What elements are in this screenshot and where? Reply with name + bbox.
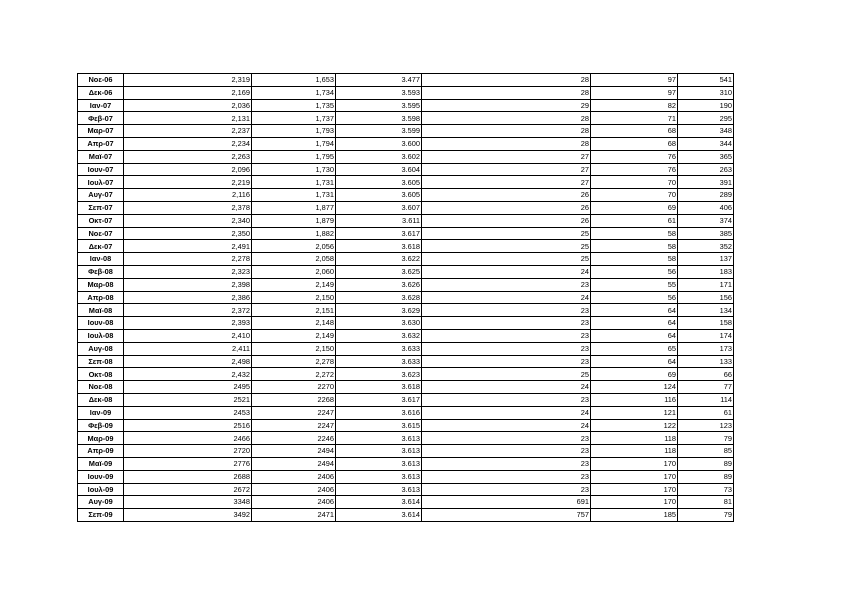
value-cell-3: 3.613	[336, 432, 422, 445]
value-cell-1: 2516	[124, 419, 252, 432]
value-cell-3: 3.604	[336, 163, 422, 176]
value-cell-1: 2,036	[124, 99, 252, 112]
value-cell-1: 2,340	[124, 214, 252, 227]
value-cell-6: 310	[678, 86, 734, 99]
value-cell-4: 27	[422, 150, 591, 163]
value-cell-1: 2,350	[124, 227, 252, 240]
value-cell-5: 170	[591, 470, 678, 483]
table-row	[78, 432, 734, 445]
value-cell-3: 3.602	[336, 150, 422, 163]
value-cell-5: 58	[591, 227, 678, 240]
value-cell-3: 3.613	[336, 483, 422, 496]
value-cell-1: 2,219	[124, 176, 252, 189]
table-row	[78, 381, 734, 394]
value-cell-5: 170	[591, 483, 678, 496]
value-cell-4: 27	[422, 176, 591, 189]
value-cell-1: 2,372	[124, 304, 252, 317]
value-cell-3: 3.599	[336, 125, 422, 138]
value-cell-3: 3.607	[336, 201, 422, 214]
value-cell-3: 3.477	[336, 74, 422, 87]
value-cell-6: 352	[678, 240, 734, 253]
value-cell-1: 2,263	[124, 150, 252, 163]
value-cell-1: 2688	[124, 470, 252, 483]
month-cell: Μαρ-07	[78, 125, 124, 138]
value-cell-4: 23	[422, 483, 591, 496]
value-cell-3: 3.600	[336, 137, 422, 150]
value-cell-1: 2,169	[124, 86, 252, 99]
value-cell-2: 2,150	[252, 342, 336, 355]
value-cell-5: 69	[591, 368, 678, 381]
value-cell-4: 25	[422, 227, 591, 240]
table-row	[78, 150, 734, 163]
value-cell-2: 2,272	[252, 368, 336, 381]
value-cell-3: 3.632	[336, 329, 422, 342]
table-row	[78, 176, 734, 189]
value-cell-4: 28	[422, 125, 591, 138]
value-cell-3: 3.611	[336, 214, 422, 227]
value-cell-3: 3.633	[336, 342, 422, 355]
value-cell-4: 24	[422, 291, 591, 304]
value-cell-6: 79	[678, 509, 734, 522]
value-cell-5: 76	[591, 163, 678, 176]
value-cell-1: 2495	[124, 381, 252, 394]
month-cell: Μαρ-09	[78, 432, 124, 445]
data-table	[77, 73, 734, 522]
value-cell-1: 2776	[124, 457, 252, 470]
value-cell-4: 23	[422, 445, 591, 458]
table-row	[78, 342, 734, 355]
table-body	[78, 74, 734, 522]
value-cell-4: 28	[422, 137, 591, 150]
month-cell: Οκτ-07	[78, 214, 124, 227]
value-cell-2: 1,794	[252, 137, 336, 150]
value-cell-4: 26	[422, 214, 591, 227]
value-cell-4: 24	[422, 406, 591, 419]
value-cell-1: 2453	[124, 406, 252, 419]
table-row	[78, 393, 734, 406]
value-cell-5: 185	[591, 509, 678, 522]
value-cell-3: 3.598	[336, 112, 422, 125]
value-cell-1: 2,398	[124, 278, 252, 291]
value-cell-4: 757	[422, 509, 591, 522]
value-cell-6: 79	[678, 432, 734, 445]
value-cell-4: 28	[422, 74, 591, 87]
value-cell-3: 3.628	[336, 291, 422, 304]
month-cell: Φεβ-08	[78, 265, 124, 278]
table-row	[78, 355, 734, 368]
value-cell-6: 66	[678, 368, 734, 381]
table-row	[78, 86, 734, 99]
value-cell-1: 2,498	[124, 355, 252, 368]
value-cell-4: 23	[422, 457, 591, 470]
value-cell-3: 3.617	[336, 227, 422, 240]
value-cell-6: 171	[678, 278, 734, 291]
value-cell-6: 73	[678, 483, 734, 496]
value-cell-6: 365	[678, 150, 734, 163]
month-cell: Απρ-09	[78, 445, 124, 458]
value-cell-6: 89	[678, 457, 734, 470]
value-cell-4: 24	[422, 381, 591, 394]
value-cell-6: 85	[678, 445, 734, 458]
value-cell-6: 541	[678, 74, 734, 87]
value-cell-4: 24	[422, 419, 591, 432]
value-cell-4: 28	[422, 112, 591, 125]
value-cell-2: 2471	[252, 509, 336, 522]
value-cell-5: 56	[591, 265, 678, 278]
value-cell-2: 2270	[252, 381, 336, 394]
value-cell-2: 1,877	[252, 201, 336, 214]
table-row	[78, 483, 734, 496]
table-row	[78, 457, 734, 470]
value-cell-3: 3.625	[336, 265, 422, 278]
value-cell-3: 3.618	[336, 381, 422, 394]
value-cell-2: 1,795	[252, 150, 336, 163]
value-cell-3: 3.630	[336, 317, 422, 330]
value-cell-6: 156	[678, 291, 734, 304]
table-row	[78, 304, 734, 317]
value-cell-6: 174	[678, 329, 734, 342]
value-cell-5: 76	[591, 150, 678, 163]
value-cell-3: 3.614	[336, 509, 422, 522]
value-cell-6: 190	[678, 99, 734, 112]
month-cell: Φεβ-07	[78, 112, 124, 125]
value-cell-2: 2,150	[252, 291, 336, 304]
value-cell-3: 3.629	[336, 304, 422, 317]
value-cell-3: 3.626	[336, 278, 422, 291]
value-cell-2: 1,882	[252, 227, 336, 240]
value-cell-1: 2,237	[124, 125, 252, 138]
value-cell-2: 2268	[252, 393, 336, 406]
value-cell-3: 3.614	[336, 496, 422, 509]
value-cell-4: 691	[422, 496, 591, 509]
value-cell-5: 56	[591, 291, 678, 304]
value-cell-1: 2,378	[124, 201, 252, 214]
value-cell-4: 26	[422, 201, 591, 214]
value-cell-4: 23	[422, 329, 591, 342]
value-cell-5: 58	[591, 253, 678, 266]
value-cell-6: 137	[678, 253, 734, 266]
table-row	[78, 265, 734, 278]
value-cell-4: 23	[422, 342, 591, 355]
value-cell-6: 385	[678, 227, 734, 240]
month-cell: Νοε-07	[78, 227, 124, 240]
value-cell-6: 81	[678, 496, 734, 509]
table-row	[78, 112, 734, 125]
value-cell-3: 3.605	[336, 176, 422, 189]
table-row	[78, 368, 734, 381]
month-cell: Σεπ-09	[78, 509, 124, 522]
value-cell-3: 3.633	[336, 355, 422, 368]
value-cell-1: 2,319	[124, 74, 252, 87]
table-row	[78, 137, 734, 150]
value-cell-2: 2247	[252, 406, 336, 419]
value-cell-2: 1,731	[252, 189, 336, 202]
value-cell-6: 77	[678, 381, 734, 394]
value-cell-5: 61	[591, 214, 678, 227]
value-cell-5: 64	[591, 329, 678, 342]
month-cell: Αυγ-09	[78, 496, 124, 509]
table-row	[78, 509, 734, 522]
value-cell-1: 2720	[124, 445, 252, 458]
month-cell: Ιαν-09	[78, 406, 124, 419]
month-cell: Δεκ-08	[78, 393, 124, 406]
value-cell-4: 23	[422, 304, 591, 317]
table-row	[78, 445, 734, 458]
value-cell-5: 65	[591, 342, 678, 355]
value-cell-5: 55	[591, 278, 678, 291]
value-cell-1: 2,410	[124, 329, 252, 342]
month-cell: Ιουν-09	[78, 470, 124, 483]
month-cell: Αυγ-08	[78, 342, 124, 355]
value-cell-3: 3.613	[336, 470, 422, 483]
value-cell-5: 118	[591, 445, 678, 458]
value-cell-5: 170	[591, 457, 678, 470]
table-row	[78, 470, 734, 483]
value-cell-1: 2466	[124, 432, 252, 445]
value-cell-6: 263	[678, 163, 734, 176]
table-row	[78, 227, 734, 240]
month-cell: Οκτ-08	[78, 368, 124, 381]
value-cell-1: 2,491	[124, 240, 252, 253]
value-cell-3: 3.605	[336, 189, 422, 202]
value-cell-5: 122	[591, 419, 678, 432]
value-cell-1: 3492	[124, 509, 252, 522]
value-cell-5: 70	[591, 176, 678, 189]
value-cell-5: 58	[591, 240, 678, 253]
table-row	[78, 253, 734, 266]
value-cell-2: 1,737	[252, 112, 336, 125]
value-cell-6: 89	[678, 470, 734, 483]
value-cell-2: 1,793	[252, 125, 336, 138]
value-cell-5: 64	[591, 317, 678, 330]
month-cell: Ιουν-07	[78, 163, 124, 176]
table-row	[78, 189, 734, 202]
value-cell-2: 2494	[252, 445, 336, 458]
table-row	[78, 214, 734, 227]
month-cell: Ιουλ-08	[78, 329, 124, 342]
value-cell-4: 24	[422, 265, 591, 278]
value-cell-3: 3.593	[336, 86, 422, 99]
month-cell: Ιαν-08	[78, 253, 124, 266]
value-cell-6: 134	[678, 304, 734, 317]
value-cell-2: 2,149	[252, 278, 336, 291]
value-cell-2: 1,730	[252, 163, 336, 176]
value-cell-5: 121	[591, 406, 678, 419]
month-cell: Αυγ-07	[78, 189, 124, 202]
value-cell-4: 28	[422, 86, 591, 99]
month-cell: Νοε-08	[78, 381, 124, 394]
value-cell-1: 2,411	[124, 342, 252, 355]
value-cell-5: 71	[591, 112, 678, 125]
month-cell: Μαϊ-07	[78, 150, 124, 163]
value-cell-2: 2246	[252, 432, 336, 445]
value-cell-5: 68	[591, 137, 678, 150]
value-cell-5: 69	[591, 201, 678, 214]
value-cell-1: 2,234	[124, 137, 252, 150]
table-row	[78, 163, 734, 176]
table-row	[78, 406, 734, 419]
value-cell-2: 2406	[252, 483, 336, 496]
value-cell-2: 1,735	[252, 99, 336, 112]
value-cell-4: 23	[422, 470, 591, 483]
value-cell-6: 374	[678, 214, 734, 227]
value-cell-1: 2,393	[124, 317, 252, 330]
value-cell-6: 61	[678, 406, 734, 419]
value-cell-1: 2521	[124, 393, 252, 406]
value-cell-4: 23	[422, 355, 591, 368]
value-cell-4: 23	[422, 278, 591, 291]
value-cell-1: 2,278	[124, 253, 252, 266]
value-cell-5: 64	[591, 304, 678, 317]
value-cell-2: 1,879	[252, 214, 336, 227]
value-cell-2: 2,149	[252, 329, 336, 342]
value-cell-4: 23	[422, 317, 591, 330]
value-cell-2: 1,734	[252, 86, 336, 99]
month-cell: Μαρ-08	[78, 278, 124, 291]
table-row	[78, 496, 734, 509]
value-cell-5: 124	[591, 381, 678, 394]
value-cell-4: 26	[422, 189, 591, 202]
value-cell-3: 3.616	[336, 406, 422, 419]
table-row	[78, 278, 734, 291]
month-cell: Μαϊ-09	[78, 457, 124, 470]
value-cell-6: 123	[678, 419, 734, 432]
value-cell-4: 23	[422, 393, 591, 406]
value-cell-4: 25	[422, 368, 591, 381]
value-cell-2: 2,060	[252, 265, 336, 278]
value-cell-1: 2,386	[124, 291, 252, 304]
value-cell-4: 23	[422, 432, 591, 445]
value-cell-6: 173	[678, 342, 734, 355]
table-row	[78, 240, 734, 253]
value-cell-5: 97	[591, 74, 678, 87]
value-cell-5: 70	[591, 189, 678, 202]
value-cell-1: 3348	[124, 496, 252, 509]
table-row	[78, 317, 734, 330]
value-cell-4: 25	[422, 240, 591, 253]
month-cell: Απρ-07	[78, 137, 124, 150]
value-cell-1: 2,116	[124, 189, 252, 202]
value-cell-2: 2,151	[252, 304, 336, 317]
table-row	[78, 74, 734, 87]
month-cell: Ιουλ-09	[78, 483, 124, 496]
value-cell-6: 295	[678, 112, 734, 125]
value-cell-3: 3.623	[336, 368, 422, 381]
table-row	[78, 419, 734, 432]
value-cell-2: 2494	[252, 457, 336, 470]
value-cell-5: 68	[591, 125, 678, 138]
value-cell-1: 2,323	[124, 265, 252, 278]
value-cell-3: 3.617	[336, 393, 422, 406]
value-cell-6: 133	[678, 355, 734, 368]
value-cell-2: 2406	[252, 470, 336, 483]
value-cell-4: 27	[422, 163, 591, 176]
value-cell-3: 3.595	[336, 99, 422, 112]
value-cell-5: 64	[591, 355, 678, 368]
month-cell: Ιουλ-07	[78, 176, 124, 189]
table-row	[78, 125, 734, 138]
month-cell: Μαϊ-08	[78, 304, 124, 317]
value-cell-5: 170	[591, 496, 678, 509]
month-cell: Φεβ-09	[78, 419, 124, 432]
value-cell-6: 114	[678, 393, 734, 406]
value-cell-3: 3.615	[336, 419, 422, 432]
month-cell: Δεκ-07	[78, 240, 124, 253]
month-cell: Απρ-08	[78, 291, 124, 304]
value-cell-3: 3.613	[336, 445, 422, 458]
table-row	[78, 291, 734, 304]
value-cell-2: 2406	[252, 496, 336, 509]
month-cell: Ιουν-08	[78, 317, 124, 330]
value-cell-1: 2,131	[124, 112, 252, 125]
month-cell: Σεπ-08	[78, 355, 124, 368]
value-cell-6: 183	[678, 265, 734, 278]
value-cell-1: 2,096	[124, 163, 252, 176]
month-cell: Σεπ-07	[78, 201, 124, 214]
value-cell-5: 82	[591, 99, 678, 112]
value-cell-4: 29	[422, 99, 591, 112]
value-cell-2: 2247	[252, 419, 336, 432]
value-cell-3: 3.622	[336, 253, 422, 266]
value-cell-4: 25	[422, 253, 591, 266]
value-cell-1: 2672	[124, 483, 252, 496]
value-cell-2: 2,058	[252, 253, 336, 266]
value-cell-2: 2,278	[252, 355, 336, 368]
table-row	[78, 99, 734, 112]
value-cell-6: 391	[678, 176, 734, 189]
value-cell-2: 1,731	[252, 176, 336, 189]
value-cell-2: 1,653	[252, 74, 336, 87]
value-cell-6: 344	[678, 137, 734, 150]
table-row	[78, 201, 734, 214]
value-cell-5: 116	[591, 393, 678, 406]
month-cell: Ιαν-07	[78, 99, 124, 112]
value-cell-1: 2,432	[124, 368, 252, 381]
value-cell-6: 406	[678, 201, 734, 214]
month-cell: Νοε-06	[78, 74, 124, 87]
value-cell-6: 348	[678, 125, 734, 138]
value-cell-5: 97	[591, 86, 678, 99]
month-cell: Δεκ-06	[78, 86, 124, 99]
value-cell-2: 2,148	[252, 317, 336, 330]
value-cell-6: 289	[678, 189, 734, 202]
value-cell-6: 158	[678, 317, 734, 330]
value-cell-2: 2,056	[252, 240, 336, 253]
value-cell-3: 3.613	[336, 457, 422, 470]
value-cell-3: 3.618	[336, 240, 422, 253]
value-cell-5: 118	[591, 432, 678, 445]
table-row	[78, 329, 734, 342]
